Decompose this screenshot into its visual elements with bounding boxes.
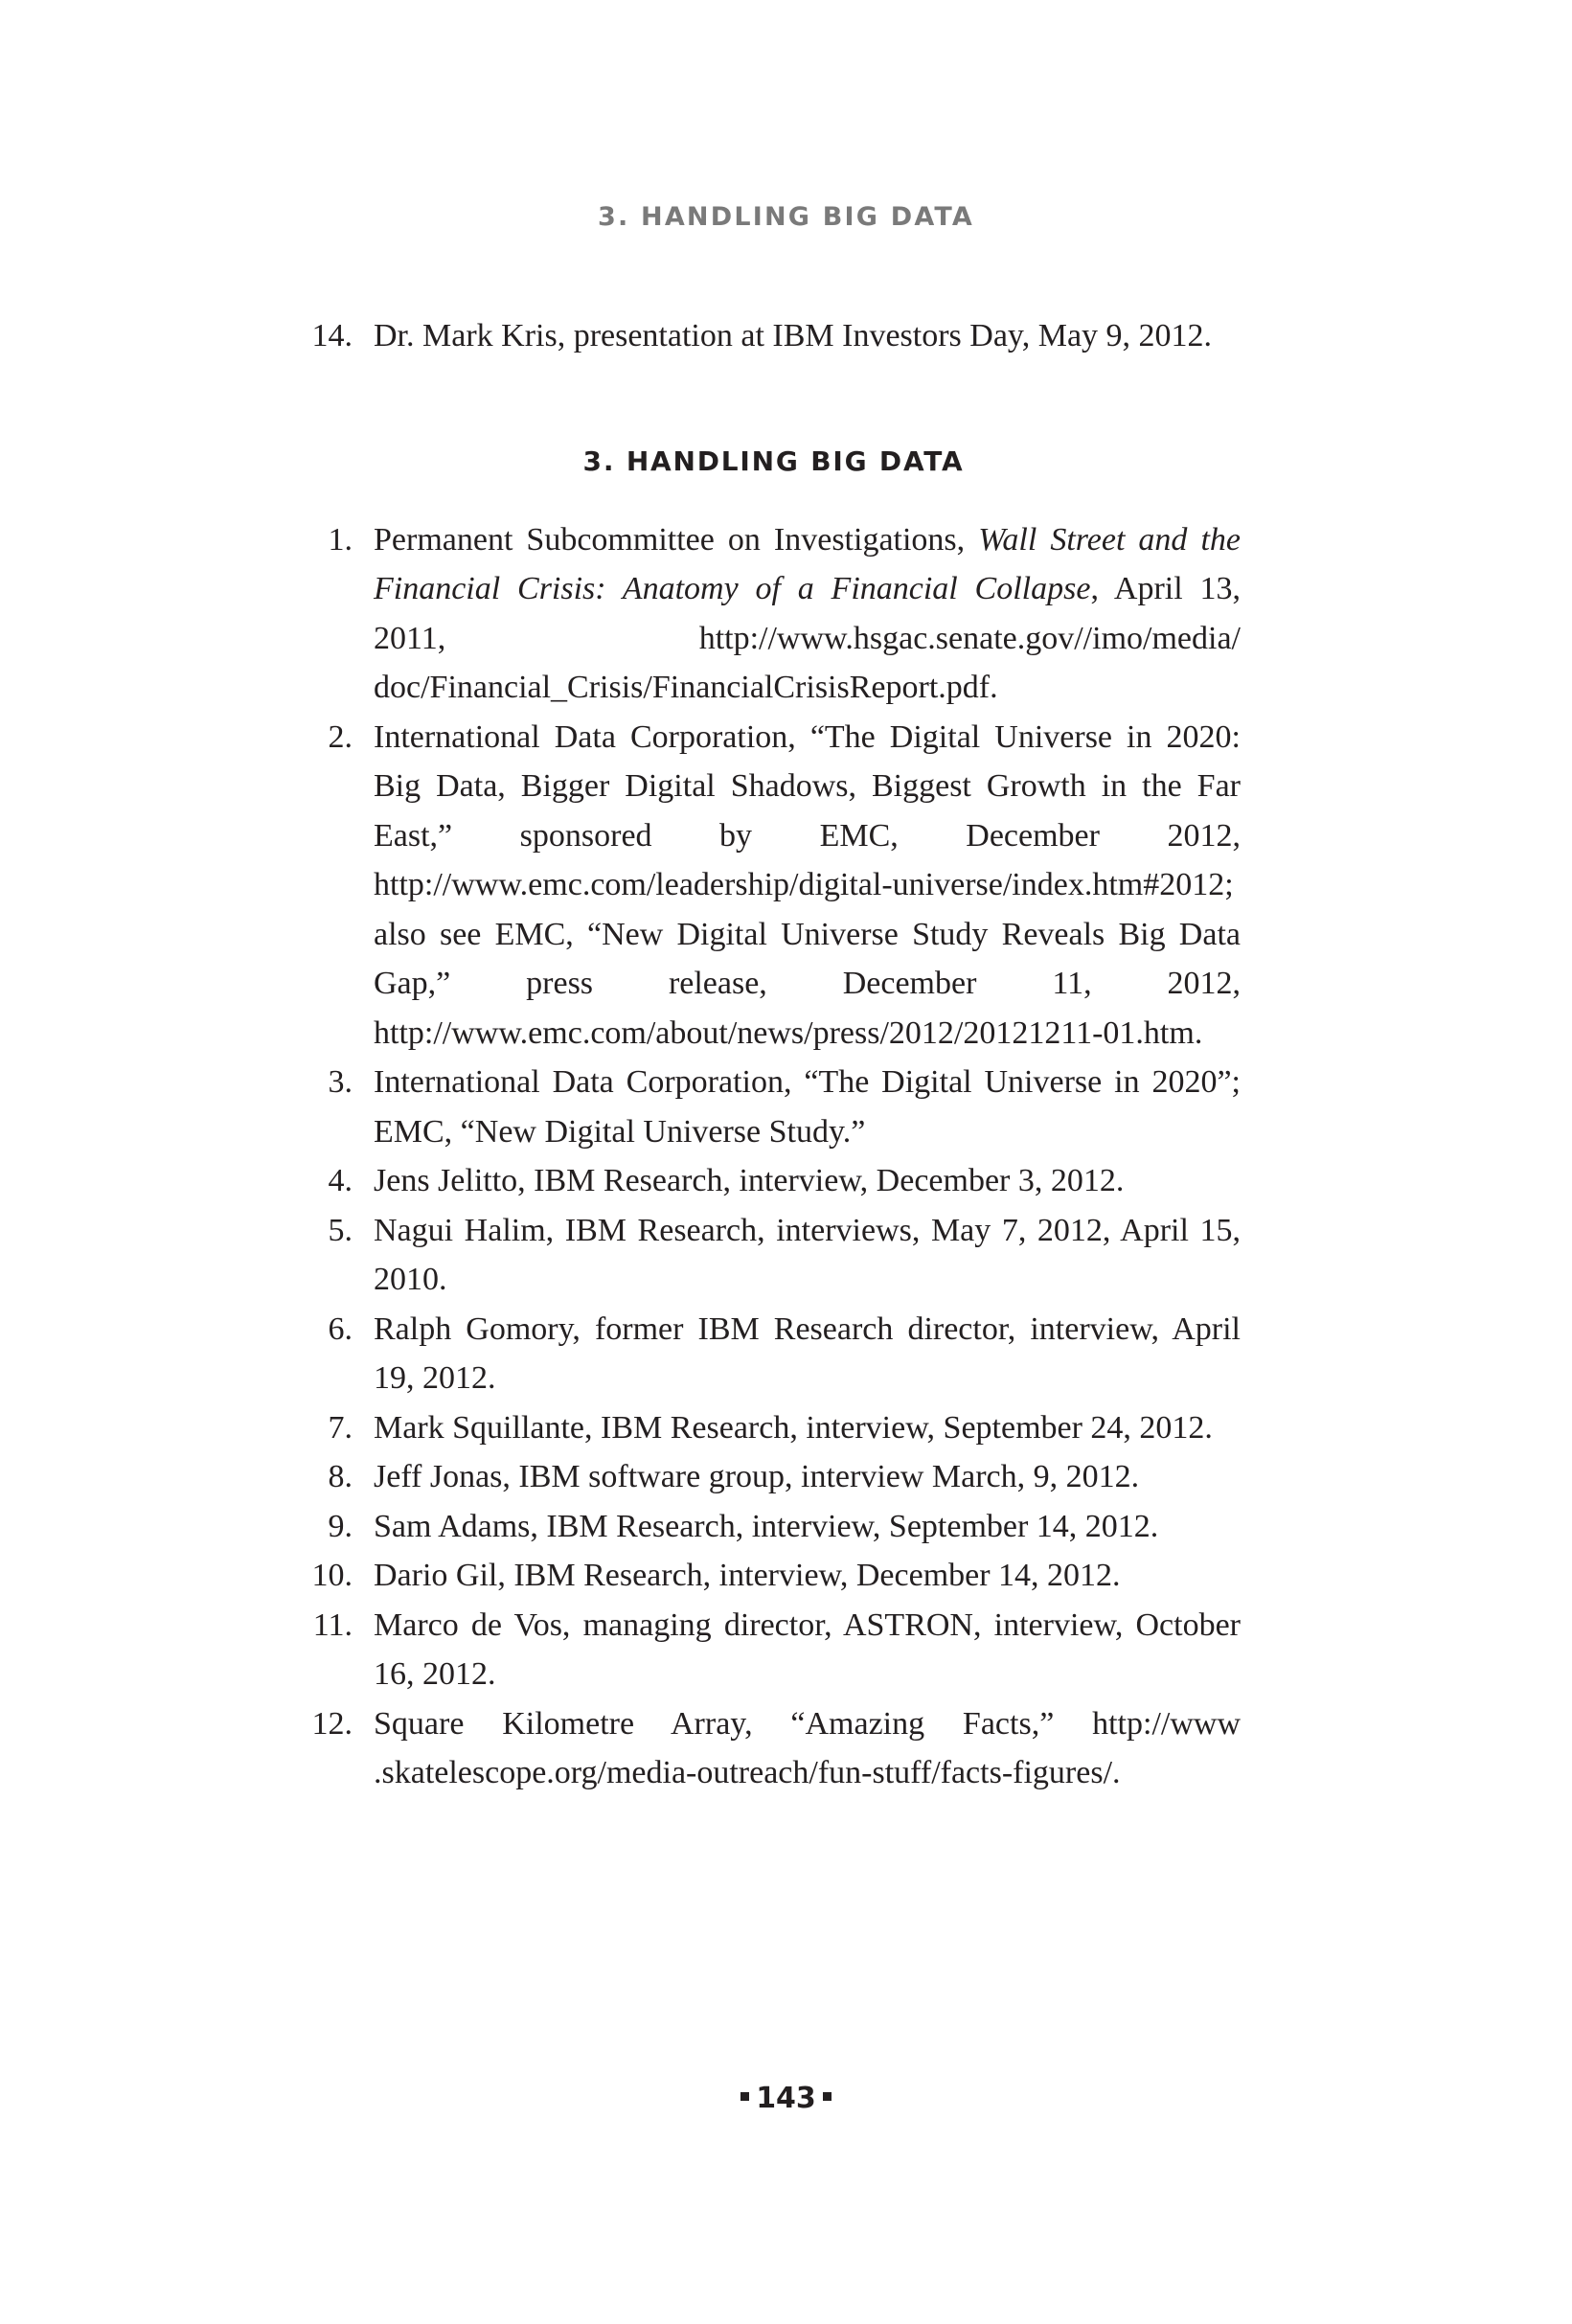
note-text: International Data Corporation, “The Digital Universe in 2020: Big Data, Bigger Digital Shadows, Biggest Growth in the Far East,” sponsored by EMC, December 2012, http://www.emc.com/leadership/digital-universe/index​.htm#2012; also see EMC, “New Digital Universe Study Reveals Big Data Gap,” press release, December 11, 2012, http://www.emc.com/about/news/press/2012/20121211-01​.htm. — [374, 718, 1241, 1051]
page-number: 143 — [756, 2082, 816, 2115]
note-text: Jens Jelitto, IBM Research, interview, December 3, 2012. — [374, 1163, 1125, 1198]
note-text: Nagui Halim, IBM Research, interviews, May 7, 2012, April 15, 2010. — [374, 1212, 1241, 1297]
note-text: Dario Gil, IBM Research, interview, December 14, 2012. — [374, 1558, 1121, 1593]
endnote-14 — [307, 311, 1241, 361]
endnote-11 — [307, 1601, 1241, 1699]
endnote-7 — [307, 1403, 1241, 1453]
note-number: 7. — [328, 1409, 353, 1446]
note-number: 8. — [328, 1459, 353, 1494]
square-ornament-icon — [823, 2092, 832, 2101]
section-heading: 3. HANDLING BIG DATA — [582, 444, 965, 477]
note-text — [374, 515, 1241, 713]
note-text: Dr. Mark Kris, presentation at IBM Investors Day, May 9, 2012. — [374, 318, 1213, 353]
note-number: 4. — [328, 1163, 353, 1198]
note-number: 14. — [311, 318, 353, 353]
endnote-1 — [307, 515, 1241, 713]
note-text: Jeff Jonas, IBM software group, interview March, 9, 2012. — [374, 1459, 1140, 1494]
page-number-footer — [0, 2081, 1572, 2117]
note-number: 10. — [311, 1558, 353, 1593]
endnote-5 — [307, 1206, 1241, 1305]
endnote-4 — [307, 1156, 1241, 1206]
note-number: 9. — [328, 1508, 353, 1544]
endnote-6 — [307, 1305, 1241, 1403]
note-text: Mark Squillante, IBM Research, interview, September 24, 2012. — [374, 1409, 1213, 1446]
running-header: 3. HANDLING BIG DATA — [598, 202, 974, 232]
section-notes-list — [307, 515, 1241, 1798]
note-text: Sam Adams, IBM Research, interview, September 14, 2012. — [374, 1508, 1159, 1544]
endnote-12 — [307, 1699, 1241, 1798]
endnote-2 — [307, 713, 1241, 1059]
note-number: 6. — [328, 1310, 353, 1347]
note-text-roman: , April 13, 2011, http://www.hsgac.senate.gov//imo/media/​doc/Financial_Crisis/FinancialCrisisReport.pdf. — [374, 571, 1241, 705]
note-text-roman: Permanent Subcommittee on Investigations, — [374, 521, 979, 558]
endnote-10 — [307, 1551, 1241, 1601]
note-text: Ralph Gomory, former IBM Research director, interview, April 19, 2012. — [374, 1310, 1241, 1396]
book-title-italic: Wall Street and the Financial Crisis: Anatomy of a Financial Collapse — [374, 521, 1242, 606]
previous-section-notes — [307, 311, 1241, 361]
endnote-8 — [307, 1452, 1241, 1502]
note-number: 2. — [328, 718, 353, 755]
note-number: 3. — [328, 1064, 353, 1100]
note-text: Square Kilometre Array, “Amazing Facts,” http://www​.skatelescope.org/media-outreach/fun-stuff/facts-figures/. — [374, 1705, 1241, 1790]
note-number: 1. — [328, 521, 353, 558]
square-ornament-icon — [740, 2092, 749, 2101]
note-text: Marco de Vos, managing director, ASTRON, interview, October 16, 2012. — [374, 1606, 1241, 1692]
endnote-9 — [307, 1502, 1241, 1552]
note-number: 5. — [328, 1212, 353, 1248]
endnote-3 — [307, 1058, 1241, 1156]
endnotes-block — [307, 311, 1241, 1798]
note-text: International Data Corporation, “The Digital Universe in 2020”; EMC, “New Digital Universe Study.” — [374, 1064, 1241, 1150]
note-number: 11. — [312, 1606, 353, 1643]
note-number: 12. — [311, 1705, 353, 1742]
